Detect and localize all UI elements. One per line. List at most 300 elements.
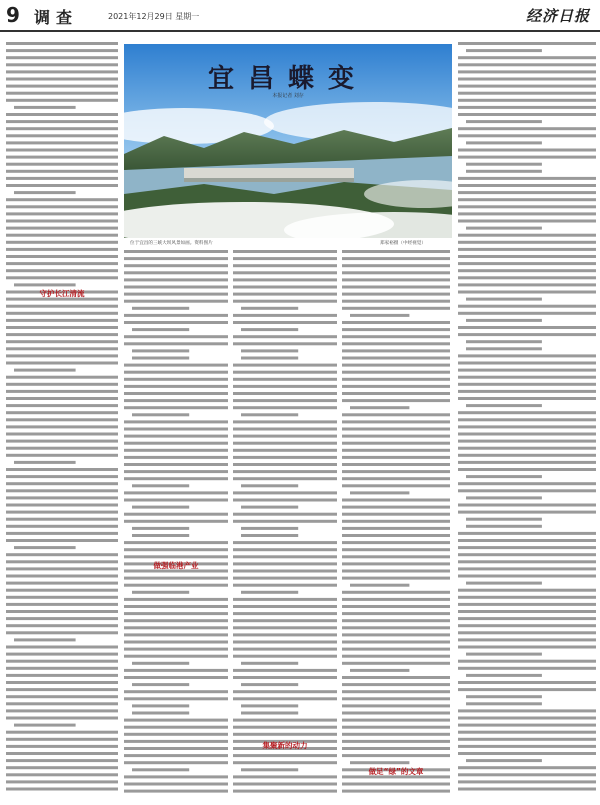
text-line [458,638,596,641]
text-line [458,752,596,755]
text-line [233,783,337,786]
text-line [350,761,409,764]
text-line [458,482,596,485]
article-column-5 [458,40,596,798]
text-line [458,504,596,507]
text-line [342,562,450,565]
text-line [342,449,450,452]
text-line [458,220,596,223]
text-line [233,364,337,367]
text-line [6,333,118,336]
text-line [124,300,228,303]
text-line [342,307,450,310]
text-line [233,385,337,388]
text-line [6,85,118,88]
text-line [458,177,596,180]
text-line [132,591,189,594]
text-line [458,596,596,599]
text-line [124,442,228,445]
text-line [6,738,118,741]
text-line [458,56,596,59]
text-line [458,433,596,436]
text-line [342,271,450,274]
text-line [233,648,337,651]
text-line [233,463,337,466]
text-line [458,70,596,73]
text-line [6,702,118,705]
text-line [233,626,337,629]
text-line [124,385,228,388]
text-line [124,371,228,374]
text-line [458,234,596,237]
text-line [233,570,337,573]
text-line [6,354,118,357]
text-line [342,619,450,622]
text-line [124,626,228,629]
text-line [6,248,118,251]
text-line [6,709,118,712]
text-line [124,264,228,267]
text-line [124,314,228,317]
text-line [342,520,450,523]
text-line [124,648,228,651]
text-line [6,631,118,634]
text-line [342,420,450,423]
text-line [458,425,596,428]
text-line [342,335,450,338]
text-line [132,662,189,665]
text-line [132,506,189,509]
text-line [458,631,596,634]
text-line [124,491,228,494]
text-line [6,731,118,734]
text-line [233,719,337,722]
text-line [233,775,337,778]
text-line [458,589,596,592]
text-line [124,676,228,679]
text-line [233,271,337,274]
text-line [233,293,337,296]
text-line [342,541,450,544]
text-line [458,532,596,535]
text-line [466,319,542,322]
text-line [6,127,118,130]
text-line [466,674,542,677]
subhead-3-text: 集聚新的动力 [262,741,308,750]
text-line [233,499,337,502]
text-line [233,286,337,289]
text-line [241,484,298,487]
text-line [233,598,337,601]
text-line [458,745,596,748]
text-line [6,525,118,528]
text-line [350,406,409,409]
text-line [124,293,228,296]
text-line [342,527,450,530]
text-line [6,596,118,599]
text-line [458,724,596,727]
text-line [6,653,118,656]
text-line [458,248,596,251]
text-line [233,733,337,736]
text-line [124,690,228,693]
text-line [458,134,596,137]
text-line [14,724,76,727]
text-line [458,92,596,95]
text-line [124,428,228,431]
text-line [6,70,118,73]
text-line [6,113,118,116]
text-line [342,392,450,395]
text-line [458,312,596,315]
text-line [124,733,228,736]
text-line [241,307,298,310]
text-line [458,617,596,620]
text-line [6,212,118,215]
text-line [342,321,450,324]
text-line [124,257,228,260]
text-line [342,570,450,573]
text-line [458,198,596,201]
text-line [233,633,337,636]
text-line [458,738,596,741]
text-lines [6,40,118,798]
text-line [233,548,337,551]
subhead-4 [342,766,450,777]
text-line [233,669,337,672]
text-line [124,633,228,636]
text-line [458,78,596,81]
text-line [124,719,228,722]
text-line [6,617,118,620]
text-line [466,404,542,407]
text-line [342,612,450,615]
text-line [6,575,118,578]
text-line [233,790,337,793]
text-line [342,413,450,416]
text-line [233,420,337,423]
text-line [458,113,596,116]
text-line [124,399,228,402]
text-line [233,300,337,303]
text-line [342,626,450,629]
text-line [233,562,337,565]
text-line [6,454,118,457]
text-line [233,761,337,764]
text-line [233,449,337,452]
text-line [342,648,450,651]
text-line [6,773,118,776]
text-line [6,305,118,308]
text-line [6,788,118,791]
text-line [233,314,337,317]
text-line [342,506,450,509]
feature-byline: 本报记者 刘存 [272,93,304,99]
text-line [458,283,596,286]
text-line [342,385,450,388]
text-line [458,688,596,691]
text-line [458,42,596,45]
text-line [124,286,228,289]
text-line [233,399,337,402]
text-line [124,378,228,381]
text-line [14,369,76,372]
text-line [466,518,542,521]
text-line [342,641,450,644]
text-line [233,676,337,679]
text-line [124,761,228,764]
text-line [458,397,596,400]
text-line [14,546,76,549]
text-line [458,411,596,414]
text-line [458,326,596,329]
text-line [342,733,450,736]
text-line [132,307,189,310]
text-line [466,525,542,528]
text-line [342,662,450,665]
text-line [124,726,228,729]
text-line [124,541,228,544]
text-line [6,49,118,52]
text-line [6,255,118,258]
text-line [458,646,596,649]
text-line [124,754,228,757]
text-line [124,420,228,423]
text-line [342,293,450,296]
text-line [458,773,596,776]
text-line [14,191,76,194]
text-line [458,681,596,684]
text-line [342,484,450,487]
text-line [124,499,228,502]
text-line [233,342,337,345]
text-line [458,383,596,386]
text-line [14,461,76,464]
text-line [124,655,228,658]
text-line [132,712,189,715]
text-line [458,106,596,109]
text-line [342,435,450,438]
text-line [342,577,450,580]
text-line [458,788,596,791]
text-line [458,731,596,734]
text-line [6,447,118,450]
text-line [6,603,118,606]
text-line [124,335,228,338]
text-line [6,376,118,379]
text-line [124,392,228,395]
text-line [241,527,298,530]
text-line [6,681,118,684]
text-line [6,688,118,691]
text-line [124,477,228,480]
text-line [124,697,228,700]
text-line [6,667,118,670]
text-line [6,241,118,244]
text-line [342,357,450,360]
text-line [466,141,542,144]
text-line [342,783,450,786]
text-line [233,612,337,615]
subhead-4-text: 做足“绿”的文章 [368,767,424,776]
text-line [124,584,228,587]
text-line [342,463,450,466]
text-line [6,717,118,720]
text-line [6,141,118,144]
text-line [458,447,596,450]
text-line [233,619,337,622]
text-line [233,555,337,558]
text-line [124,747,228,750]
text-line [342,598,450,601]
text-line [466,227,542,230]
text-line [124,435,228,438]
text-line [6,610,118,613]
text-line [6,560,118,563]
text-line [124,669,228,672]
text-line [233,584,337,587]
text-line [466,340,542,343]
text-line [6,532,118,535]
issue-date: 2021年12月29日 星期一 [108,12,200,21]
text-line [124,577,228,580]
text-line [458,241,596,244]
text-line [6,269,118,272]
text-line [466,496,542,499]
text-line [233,513,337,516]
text-line [458,276,596,279]
text-line [458,127,596,130]
text-lines [124,248,228,798]
text-line [342,257,450,260]
text-line [342,250,450,253]
text-line [458,567,596,570]
text-line [6,518,118,521]
text-line [6,63,118,66]
text-line [6,674,118,677]
text-line [124,641,228,644]
text-line [342,790,450,793]
text-line [124,342,228,345]
text-line [233,491,337,494]
text-line [458,667,596,670]
text-line [342,470,450,473]
text-line [132,683,189,686]
text-line [132,704,189,707]
text-line [124,775,228,778]
text-line [6,504,118,507]
text-line [233,257,337,260]
text-line [466,702,542,705]
text-line [6,567,118,570]
text-line [342,428,450,431]
text-line [6,411,118,414]
subhead-2 [124,560,228,571]
text-line [458,468,596,471]
text-line [458,660,596,663]
text-line [124,406,228,409]
text-line [6,205,118,208]
text-line [233,641,337,644]
text-line [241,768,298,771]
text-line [241,683,298,686]
text-line [124,463,228,466]
photo-caption-right: 郑家裕摄（中经视觉） [380,241,426,246]
text-line [342,591,450,594]
text-line [124,612,228,615]
text-line [342,726,450,729]
text-line [458,85,596,88]
text-line [233,697,337,700]
subhead-3 [233,740,337,751]
text-line [233,754,337,757]
text-line [124,470,228,473]
text-line [132,534,189,537]
text-line [6,383,118,386]
text-line [6,511,118,514]
text-line [233,541,337,544]
feature-title: 宜昌蝶变 [207,64,368,94]
text-line [350,314,409,317]
text-line [132,328,189,331]
text-line [458,369,596,372]
text-line [342,605,450,608]
newspaper-logo: 经济日报 [525,7,590,25]
text-line [458,156,596,159]
section-title: 调查 [34,8,79,27]
text-line [124,790,228,793]
text-line [6,312,118,315]
text-line [6,177,118,180]
text-line [124,250,228,253]
text-line [6,390,118,393]
text-line [6,397,118,400]
text-line [458,191,596,194]
text-line [233,726,337,729]
text-line [6,170,118,173]
text-line [466,475,542,478]
text-line [342,704,450,707]
subhead-2-text: 做强临港产业 [153,561,199,570]
text-line [342,712,450,715]
text-line [124,278,228,281]
text-line [6,780,118,783]
text-line [233,520,337,523]
text-line [342,278,450,281]
text-line [6,220,118,223]
text-line [458,454,596,457]
text-line [458,262,596,265]
text-line [466,170,542,173]
text-line [241,357,298,360]
text-line [241,591,298,594]
text-line [6,418,118,421]
text-line [458,376,596,379]
text-line [6,582,118,585]
text-line [466,120,542,123]
text-lines [342,248,450,798]
text-line [6,42,118,45]
text-line [458,717,596,720]
text-line [6,624,118,627]
text-line [342,378,450,381]
text-line [124,364,228,367]
text-line [124,598,228,601]
text-line [458,255,596,258]
photo-caption-left: 位于宜昌的三峡大坝风景如画。资料图片 [130,241,213,246]
text-line [458,511,596,514]
text-line [342,655,450,658]
